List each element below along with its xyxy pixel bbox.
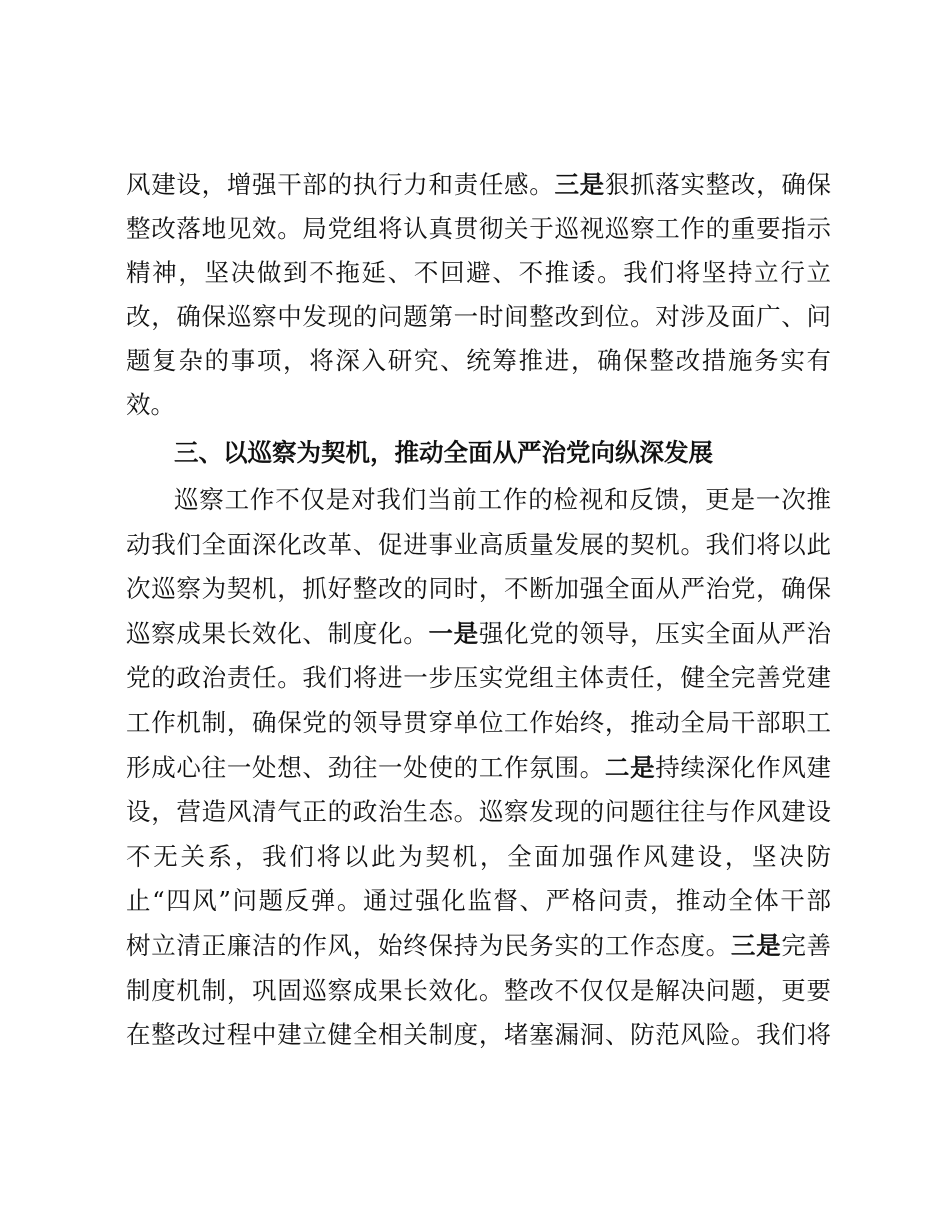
text-run: 强化党的领导，压实全面从严治 xyxy=(478,619,832,648)
text-line: 改，确保巡察中发现的问题第一时间整改到位。对涉及面广、问 xyxy=(126,302,831,331)
bold-marker: 三是 xyxy=(554,170,605,199)
text-run: 完善 xyxy=(781,931,832,960)
text-run: 狠抓落实整改，确保 xyxy=(604,170,832,199)
text-run: 树立清正廉洁的作风，始终保持为民务实的工作态度。 xyxy=(126,931,731,960)
text-line: 不无关系，我们将以此为契机，全面加强作风建设，坚决防 xyxy=(126,842,831,871)
text-run: 风建设，增强干部的执行力和责任感。 xyxy=(126,170,555,199)
text-line: 设，营造风清气正的政治生态。巡察发现的问题往往与作风建设 xyxy=(126,797,831,826)
bold-marker: 一是 xyxy=(428,619,479,648)
text-line: 在整改过程中建立健全相关制度，堵塞漏洞、防范风险。我们将 xyxy=(126,1020,831,1049)
text-run: 巡察成果长效化、制度化。 xyxy=(126,619,429,648)
text-line: 效。 xyxy=(126,390,175,419)
text-line: 党的政治责任。我们将进一步压实党组主体责任，健全完善党建 xyxy=(126,663,831,692)
text-line xyxy=(126,170,831,200)
text-line: 题复杂的事项，将深入研究、统筹推进，确保整改措施务实有 xyxy=(126,346,831,375)
text-line: 巡察工作不仅是对我们当前工作的检视和反馈，更是一次推 xyxy=(174,485,831,514)
text-line: 次巡察为契机，抓好整改的同时，不断加强全面从严治党，确保 xyxy=(126,574,831,603)
text-line: 制度机制，巩固巡察成果长效化。整改不仅仅是解决问题，更要 xyxy=(126,976,831,1005)
text-line: 工作机制，确保党的领导贯穿单位工作始终，推动全局干部职工 xyxy=(126,708,831,737)
text-line: 止“四风”问题反弹。通过强化监督、严格问责，推动全体干部 xyxy=(126,886,831,915)
text-run: 形成心往一处想、劲往一处使的工作氛围。 xyxy=(126,753,605,782)
text-run: 持续深化作风建 xyxy=(655,753,832,782)
text-line xyxy=(126,931,831,961)
bold-marker: 三是 xyxy=(730,931,782,960)
text-line: 精神，坚决做到不拖延、不回避、不推诿。我们将坚持立行立 xyxy=(126,258,831,287)
text-line: 动我们全面深化改革、促进事业高质量发展的契机。我们将以此 xyxy=(126,530,831,559)
text-line: 整改落地见效。局党组将认真贯彻关于巡视巡察工作的重要指示 xyxy=(126,214,831,243)
text-line xyxy=(126,753,831,783)
bold-marker: 二是 xyxy=(604,753,656,782)
section-heading: 三、以巡察为契机，推动全面从严治党向纵深发展 xyxy=(174,438,713,467)
text-line xyxy=(126,619,831,649)
